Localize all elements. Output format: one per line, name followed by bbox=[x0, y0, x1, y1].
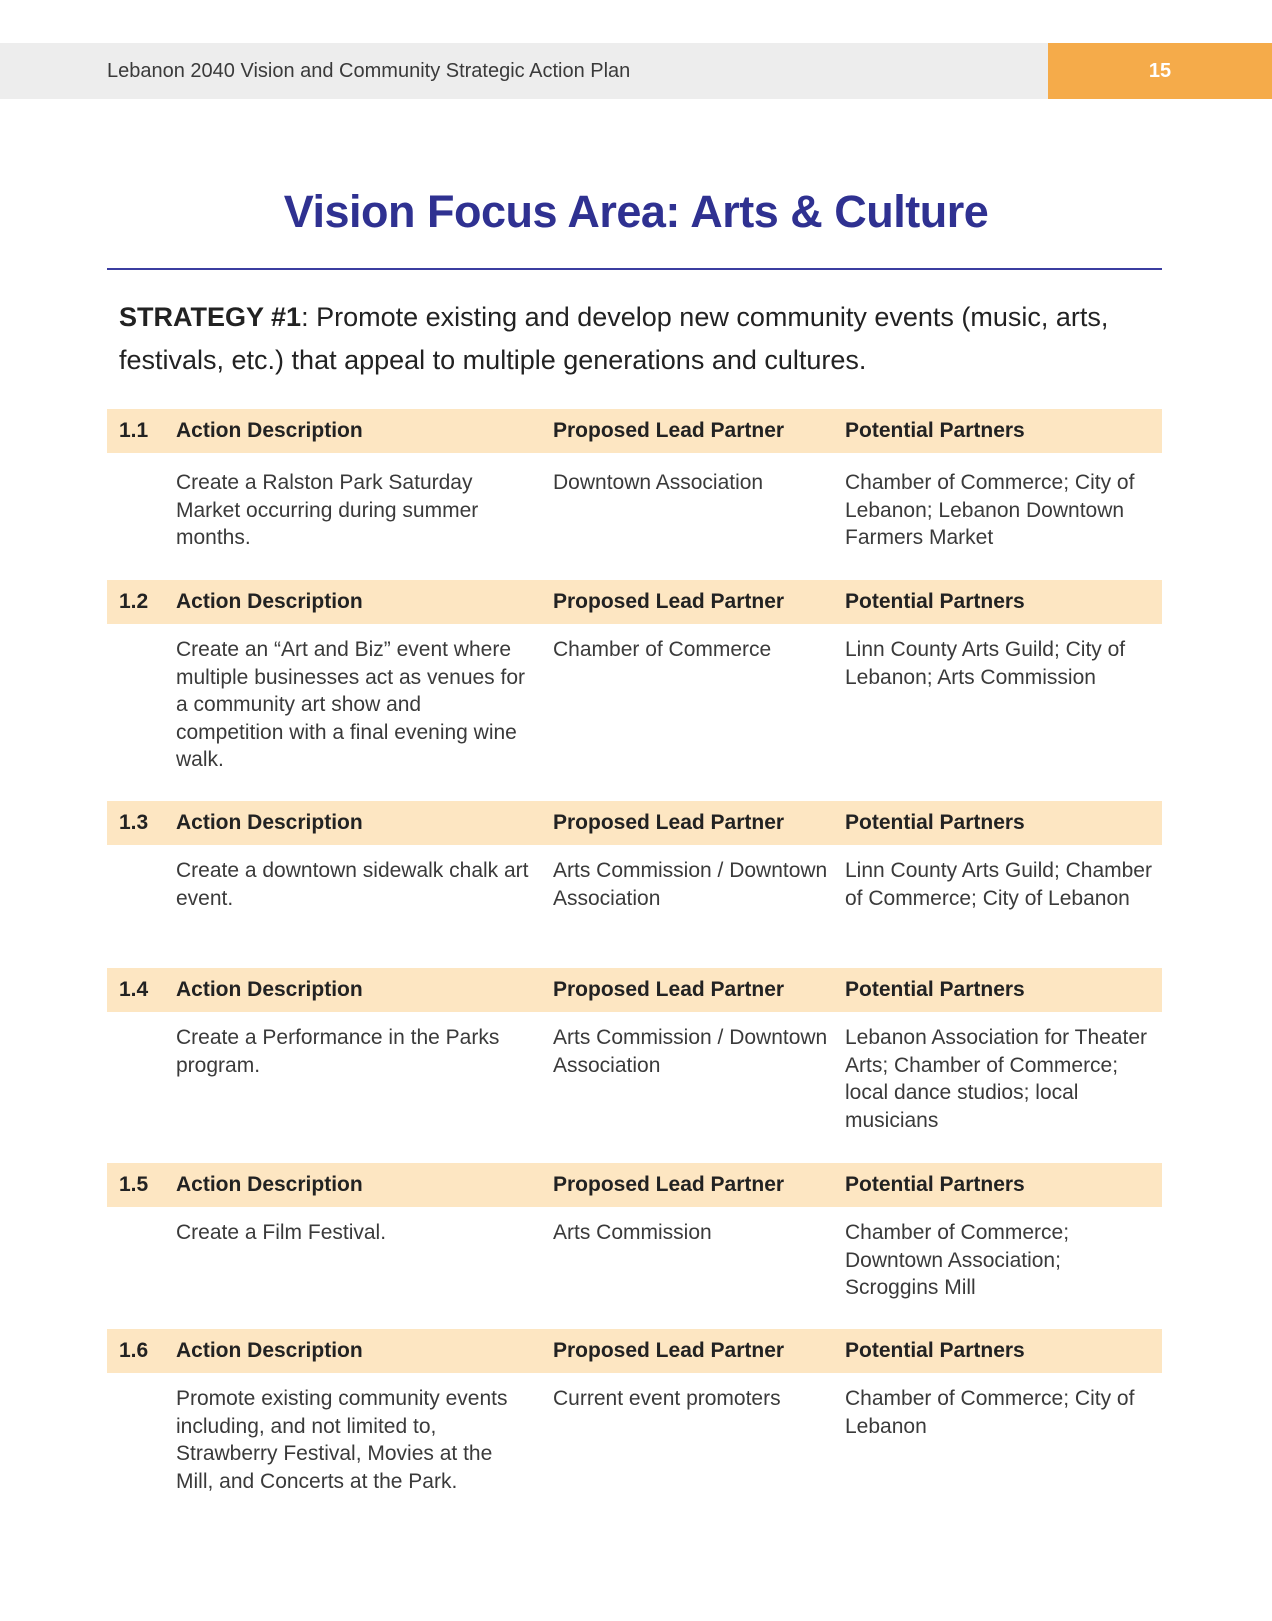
action-description: Promote existing community events including, and not limited to, Strawberry Festival, Movies at the Mill, and Concerts at the Park. bbox=[176, 1387, 508, 1493]
action-number: 1.1 bbox=[119, 419, 149, 442]
action-1-1 bbox=[107, 409, 1162, 549]
action-description: Create an “Art and Biz” event where multiple businesses act as venues for a community art show and competition with a final evening wine walk. bbox=[176, 638, 526, 771]
potential-partners: Linn County Arts Guild; City of Lebanon; Arts Commission bbox=[845, 638, 1126, 689]
action-header bbox=[107, 801, 1162, 845]
action-number: 1.2 bbox=[119, 590, 149, 613]
col-label-partners: Potential Partners bbox=[845, 1339, 1025, 1362]
col-label-partners: Potential Partners bbox=[845, 811, 1025, 834]
potential-partners: Lebanon Association for Theater Arts; Chamber of Commerce; local dance studios; local musicians bbox=[845, 1026, 1147, 1132]
action-1-3 bbox=[107, 801, 1162, 910]
col-label-lead: Proposed Lead Partner bbox=[553, 1339, 785, 1362]
document-title: Lebanon 2040 Vision and Community Strategic Action Plan bbox=[107, 60, 631, 82]
col-label-partners: Potential Partners bbox=[845, 590, 1025, 613]
lead-partner: Downtown Association bbox=[553, 471, 764, 494]
lead-partner: Arts Commission bbox=[553, 1221, 712, 1244]
action-description: Create a downtown sidewalk chalk art event. bbox=[176, 859, 529, 910]
action-header bbox=[107, 580, 1162, 624]
action-number: 1.3 bbox=[119, 811, 149, 834]
col-label-lead: Proposed Lead Partner bbox=[553, 419, 785, 442]
strategy-text: Promote existing and develop new community events (music, arts, festivals, etc.) that appeal to multiple generations and cultures. bbox=[119, 302, 1109, 375]
col-label-description: Action Description bbox=[176, 978, 363, 1001]
action-header bbox=[107, 409, 1162, 453]
col-label-description: Action Description bbox=[176, 811, 363, 834]
potential-partners: Chamber of Commerce; Downtown Association; Scroggins Mill bbox=[845, 1221, 1070, 1299]
potential-partners: Chamber of Commerce; City of Lebanon bbox=[845, 1387, 1135, 1438]
col-label-lead: Proposed Lead Partner bbox=[553, 811, 785, 834]
action-number: 1.6 bbox=[119, 1339, 149, 1362]
running-header bbox=[0, 43, 1272, 99]
lead-partner: Arts Commission / Downtown Association bbox=[553, 1026, 828, 1077]
action-1-4 bbox=[107, 968, 1162, 1132]
col-label-description: Action Description bbox=[176, 1173, 363, 1196]
lead-partner: Arts Commission / Downtown Association bbox=[553, 859, 828, 910]
action-header bbox=[107, 968, 1162, 1012]
potential-partners: Chamber of Commerce; City of Lebanon; Lebanon Downtown Farmers Market bbox=[845, 471, 1135, 549]
col-label-partners: Potential Partners bbox=[845, 978, 1025, 1001]
action-1-2 bbox=[107, 580, 1162, 771]
lead-partner: Current event promoters bbox=[553, 1387, 781, 1410]
action-header bbox=[107, 1163, 1162, 1207]
action-1-6 bbox=[107, 1329, 1162, 1493]
strategy-statement bbox=[119, 296, 1164, 382]
col-label-lead: Proposed Lead Partner bbox=[553, 1173, 785, 1196]
page-number: 15 bbox=[1048, 43, 1272, 99]
col-label-description: Action Description bbox=[176, 419, 363, 442]
strategy-label: STRATEGY #1 bbox=[119, 302, 302, 332]
col-label-partners: Potential Partners bbox=[845, 419, 1025, 442]
lead-partner: Chamber of Commerce bbox=[553, 638, 772, 661]
col-label-lead: Proposed Lead Partner bbox=[553, 978, 785, 1001]
col-label-description: Action Description bbox=[176, 1339, 363, 1362]
action-description: Create a Film Festival. bbox=[176, 1221, 387, 1244]
title-divider bbox=[107, 268, 1162, 270]
action-header bbox=[107, 1329, 1162, 1373]
action-description: Create a Performance in the Parks program. bbox=[176, 1026, 500, 1077]
action-description: Create a Ralston Park Saturday Market occurring during summer months. bbox=[176, 471, 479, 549]
strategy-separator: : bbox=[301, 302, 309, 332]
action-number: 1.4 bbox=[119, 978, 149, 1001]
action-1-5 bbox=[107, 1163, 1162, 1299]
col-label-lead: Proposed Lead Partner bbox=[553, 590, 785, 613]
col-label-partners: Potential Partners bbox=[845, 1173, 1025, 1196]
potential-partners: Linn County Arts Guild; Chamber of Commerce; City of Lebanon bbox=[845, 859, 1152, 910]
col-label-description: Action Description bbox=[176, 590, 363, 613]
page-title: Vision Focus Area: Arts & Culture bbox=[283, 186, 989, 237]
action-number: 1.5 bbox=[119, 1173, 149, 1196]
